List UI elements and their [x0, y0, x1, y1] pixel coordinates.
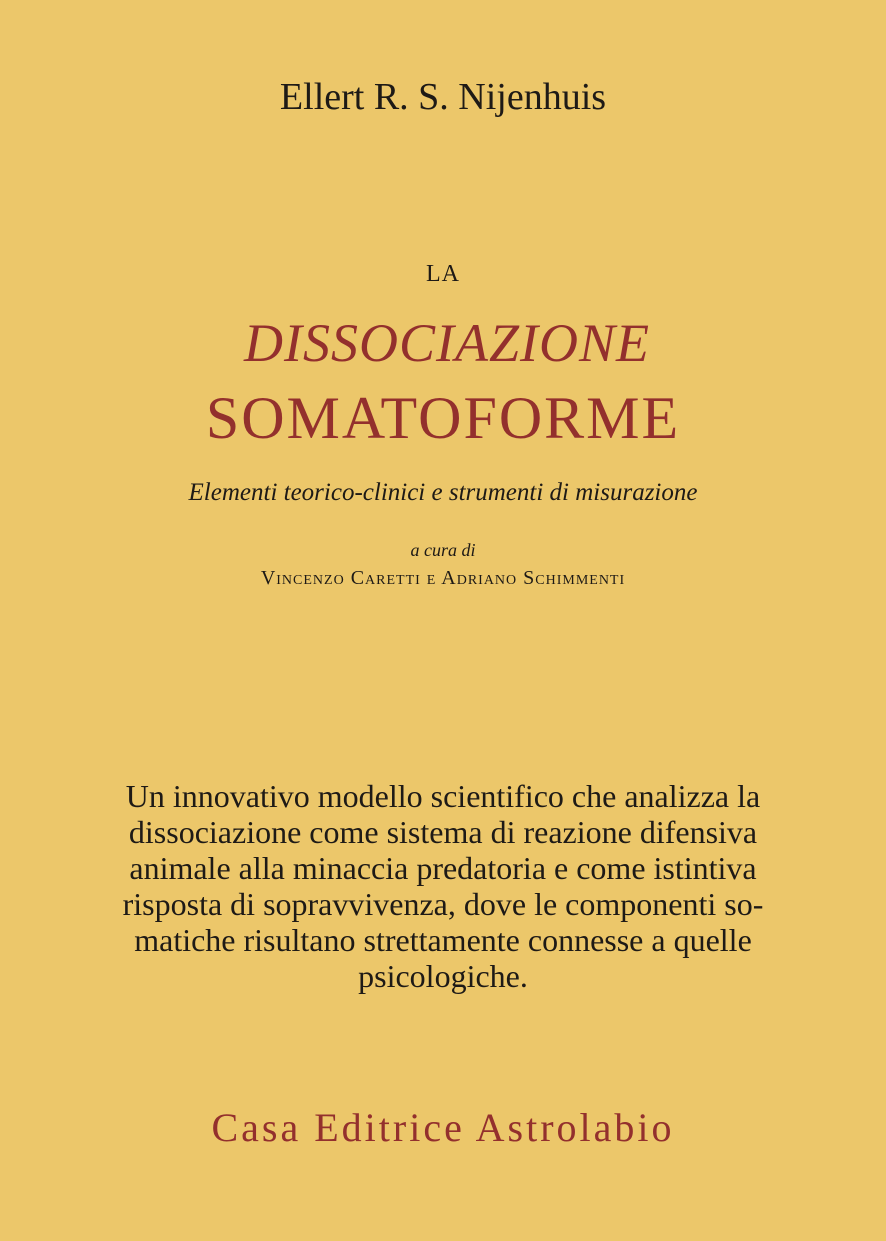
blurb-line: matiche risultano strettamente connesse a quelle	[134, 922, 752, 958]
author-name: Ellert R. S. Nijenhuis	[279, 76, 607, 118]
blurb-line: dissociazione come sistema di reazione difensiva	[128, 814, 758, 850]
cover-blurb	[70, 778, 816, 994]
publisher-name: Casa Editrice Astrolabio	[211, 1105, 675, 1150]
title-line-1: DISSOCIAZIONE	[244, 313, 650, 373]
blurb-line: risposta di sopravvivenza, dove le componenti so-	[122, 886, 764, 922]
blurb-line: animale alla minaccia predatoria e come istintiva	[129, 850, 757, 886]
subtitle: Elementi teorico-clinici e strumenti di misurazione	[188, 479, 698, 506]
title-line-2: SOMATOFORME	[205, 385, 681, 451]
blurb-line: psicologiche.	[358, 958, 528, 994]
editor-label: a cura di	[410, 540, 476, 560]
title-article: LA	[426, 261, 460, 287]
editors-names: Vincenzo Caretti e Adriano Schimmenti	[260, 567, 626, 589]
blurb-line: Un innovativo modello scientifico che analizza la	[125, 778, 761, 814]
